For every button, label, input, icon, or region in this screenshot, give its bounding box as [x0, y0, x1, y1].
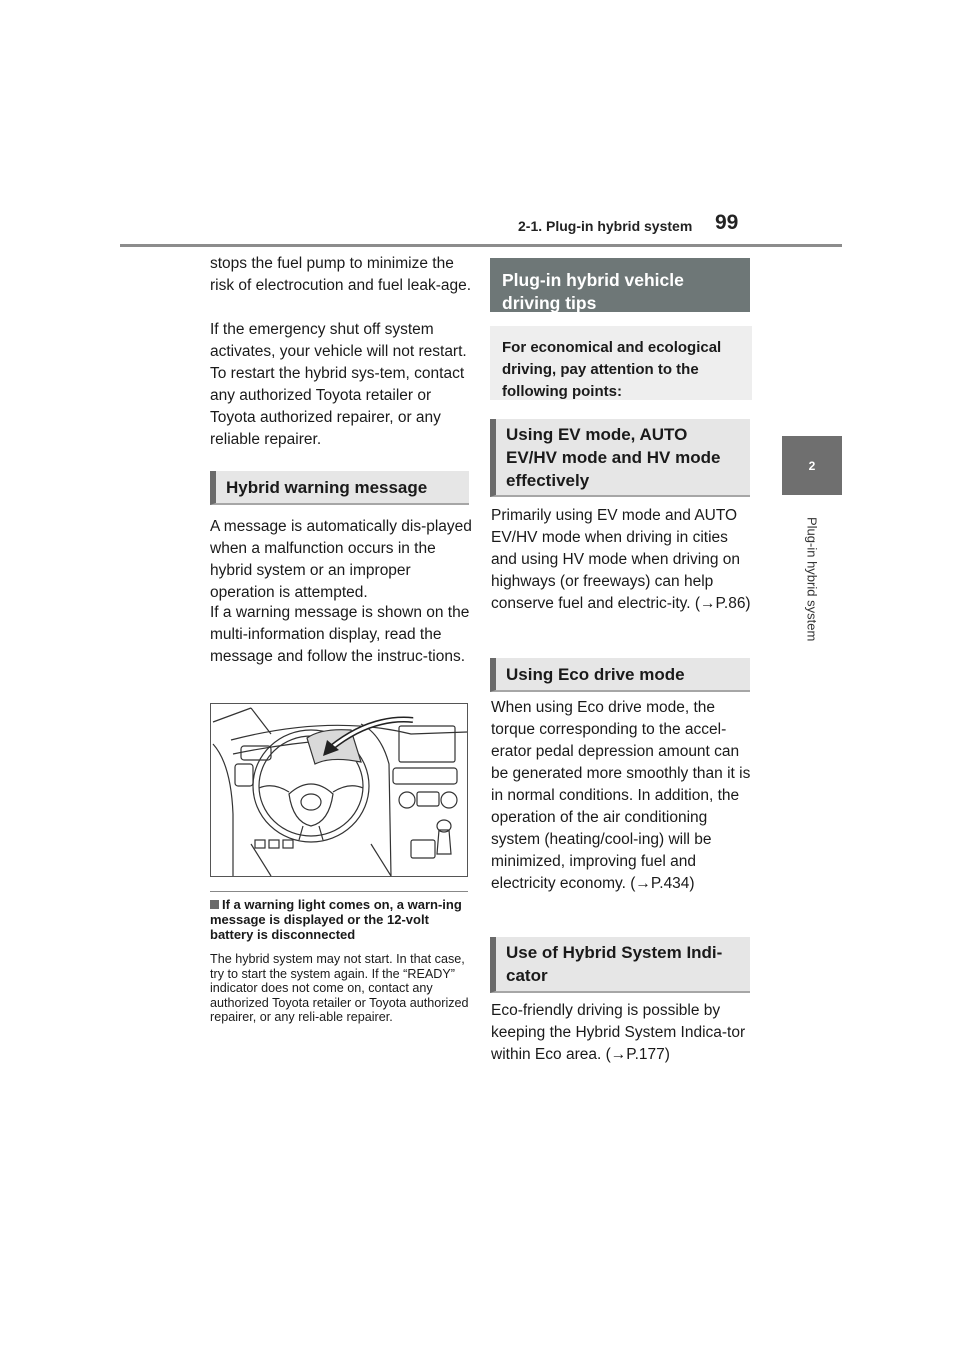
- chapter-label-text: Plug-in hybrid system: [804, 516, 820, 642]
- warning-paragraph-1: A message is automatically dis-played when a malfunction occurs in the hybrid system or an improper operation is attempted.: [210, 518, 472, 601]
- ev-mode-paragraph: Primarily using EV mode and AUTO EV/HV mode when driving in cities and using HV mode when driving on highways (or freeways) can help conserve fuel and electric-ity. (→P.86): [491, 507, 751, 612]
- hybrid-indicator-heading-text: Use of Hybrid System Indi-cator: [506, 943, 723, 985]
- square-bullet-icon: [210, 900, 219, 909]
- ev-mode-heading-text: Using EV mode, AUTO EV/HV mode and HV mode effectively: [506, 425, 721, 490]
- note-title-text: If a warning light comes on, a warn-ing message is displayed or the 12-volt battery is disconnected: [210, 897, 462, 942]
- note-text: The hybrid system may not start. In that case, try to start the system again. If the “READY” indicator does not come on, contact any authorized Toyota retailer or Toyota authorized repairer, or any reli-able repairer.: [210, 952, 469, 1024]
- hybrid-warning-heading-text: Hybrid warning message: [226, 478, 428, 497]
- hybrid-indicator-paragraph: Eco-friendly driving is possible by keeping the Hybrid System Indica-tor within Eco area. (→P.177): [491, 1002, 746, 1063]
- intro-paragraph-1: stops the fuel pump to minimize the risk of electrocution and fuel leak-age.: [210, 255, 472, 294]
- eco-mode-paragraph: When using Eco drive mode, the torque corresponding to the accel-erator pedal depression amount can be generated more smoothly than it is in normal conditions. In addition, the operation of the air conditioning system (heating/cool-ing) will be minimized, improving fuel and electricity economy. (→P.434): [491, 699, 751, 892]
- chapter-tab[interactable]: [782, 436, 842, 495]
- eco-mode-heading: [490, 658, 750, 692]
- header-rule: [120, 244, 842, 247]
- chapter-number: 2: [808, 458, 816, 473]
- driving-tips-heading-text: Plug-in hybrid vehicle driving tips: [502, 270, 684, 313]
- chapter-label: [797, 505, 827, 653]
- page-number: 99: [715, 211, 739, 234]
- note-title: [210, 897, 470, 942]
- warning-paragraph-2: If a warning message is shown on the multi-information display, read the message and follow the instruc-tions.: [210, 604, 470, 665]
- driving-tips-heading: [490, 258, 750, 312]
- hybrid-indicator-heading: [490, 937, 750, 993]
- intro-paragraph-2: If the emergency shut off system activates, your vehicle will not restart. To restart the hybrid sys-tem, contact any authorized Toyota retailer or Toyota authorized repairer, or any reliable repairer.: [210, 321, 467, 448]
- tips-intro-box: [490, 326, 752, 400]
- tips-intro-text: For economical and ecological driving, pay attention to the following points:: [502, 339, 722, 400]
- eco-mode-heading-text: Using Eco drive mode: [506, 665, 685, 684]
- dashboard-illustration: [210, 703, 468, 877]
- illustration-divider: [210, 891, 468, 892]
- hybrid-warning-heading: [210, 471, 469, 505]
- section-title: 2-1. Plug-in hybrid system: [518, 218, 693, 234]
- ev-mode-heading: [490, 419, 750, 497]
- steering-wheel-dashboard-drawing: [211, 704, 467, 876]
